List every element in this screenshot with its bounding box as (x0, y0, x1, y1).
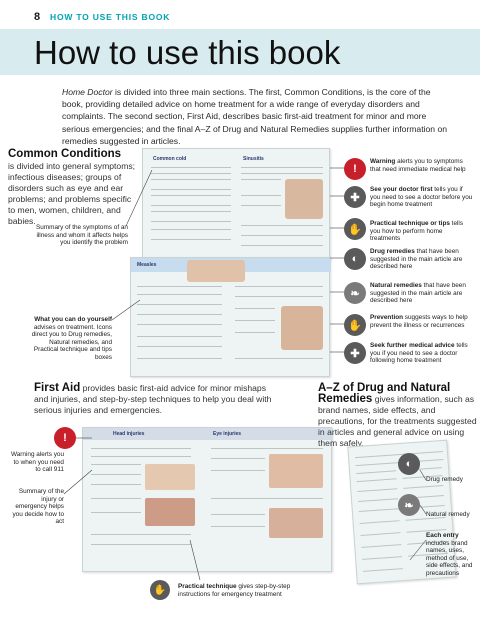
legend-seek-advice: Seek further medical advice tells you if you need to see a doctor following home treatment (370, 342, 468, 365)
az-text: gives information, such as brand names, side effects, and precautions, for the treatments suggested in articles and general advice on using them safely. (318, 394, 477, 448)
note-natural-remedy: Natural remedy (426, 511, 470, 518)
spread-title-common-cold: Common cold (153, 156, 187, 162)
running-head: HOW TO USE THIS BOOK (50, 12, 171, 22)
legend-see-doctor: See your doctor first tells you if you need to see a doctor before you begin home treatment (370, 186, 473, 209)
practical-technique-icon: ✋ (150, 580, 170, 600)
legend-practical: Practical technique or tips tells you how to perform home treatments (370, 220, 464, 243)
note-drug-remedy: Drug remedy (426, 476, 463, 483)
medical-cross-icon: ✚ (344, 186, 366, 208)
legend-prevention: Prevention suggests ways to help prevent the illness or recurrences (370, 314, 468, 329)
note-first-aid-warning: Warning alerts you to when you need to call 911 (10, 451, 64, 474)
drug-remedy-capsule-icon: ◐ (398, 453, 420, 475)
legend-drug-remedies: Drug remedies that have been suggested in the main article are described here (370, 248, 463, 271)
note-summary-symptoms: Summary of the symptoms of an illness and whom it affects helps you identify the problem (36, 224, 128, 247)
note-each-entry: Each entry includes brand names, uses, method of use, side effects, and precautions (426, 532, 473, 577)
page-number: 8 (34, 11, 41, 23)
note-what-you-can-do: What you can do yourself advises on treatment. Icons direct you to Drug remedies, Natural remedies, and Practical technique and tips boxes (31, 316, 112, 361)
spread-title-eye-injuries: Eye injuries (213, 431, 242, 437)
intro-text: is divided into three main sections. The first, Common Conditions, is the core of the book, providing detailed advice on home treatment for a wide range of everyday disorders and complaints. The second section, First Aid, describes basic first-aid treatment for minor and more serious emergencies; and the final A–Z of Drug and Natural Remedies supplies further information on remedies suggested in articles. (62, 87, 448, 146)
natural-remedy-leaf-icon: ❧ (398, 494, 420, 516)
spread-title-measles: Measles (137, 262, 157, 268)
spread-title-head-injuries: Head injuries (113, 431, 145, 437)
book-name: Home Doctor (62, 87, 113, 97)
natural-remedy-leaf-icon: ❧ (344, 282, 366, 304)
drug-remedy-capsule-icon: ◐ (344, 248, 366, 270)
spread-title-sinusitis: Sinusitis (243, 156, 264, 162)
practical-technique-icon: ✋ (344, 218, 366, 240)
az-heading: A–Z of Drug and Natural Remedies (318, 382, 451, 405)
common-conditions-text: is divided into general symptoms; infectious diseases; groups of disorders such as eye and ear problems; and problems specific to men, women, children, and babies. (8, 161, 136, 226)
exclamation-warning-icon: ! (54, 427, 76, 449)
first-aid-heading: First Aid (34, 382, 81, 394)
note-first-aid-practical: Practical technique gives step-by-step instructions for emergency treatment (178, 583, 291, 598)
legend-natural-remedies: Natural remedies that have been suggested in the main article are described here (370, 282, 466, 305)
common-conditions-heading: Common Conditions (8, 148, 122, 160)
legend-warning: Warning alerts you to symptoms that need immediate medical help (370, 158, 466, 173)
first-aid-text: provides basic first-aid advice for minor mishaps and injuries, and step-by-step techniques to help you deal with serious injuries and emergencies. (34, 383, 272, 415)
seek-medical-advice-icon: ✚ (344, 342, 366, 364)
page-title: How to use this book (34, 34, 341, 71)
prevention-hand-icon: ✋ (344, 314, 366, 336)
note-first-aid-summary: Summary of the injury or emergency helps you decide how to act (12, 488, 64, 526)
exclamation-warning-icon: ! (344, 158, 366, 180)
